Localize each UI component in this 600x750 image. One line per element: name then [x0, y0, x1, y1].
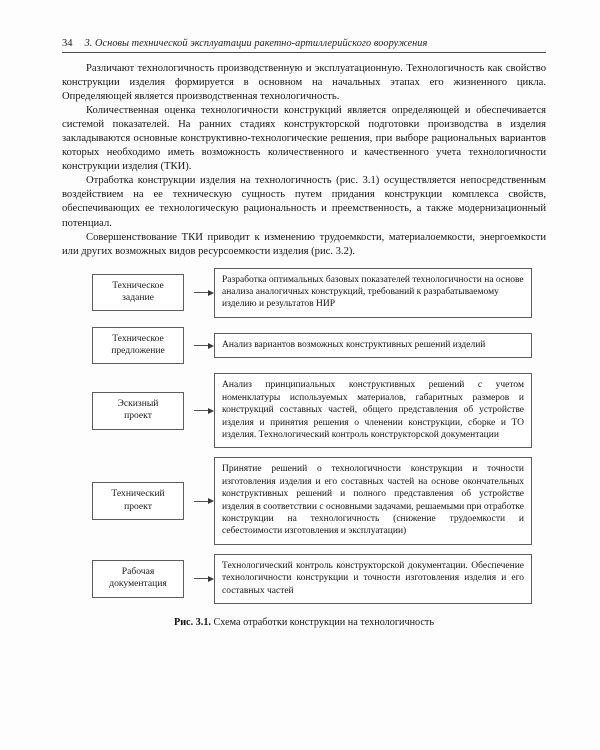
paragraph: Различают технологичность производственную и эксплуатационную. Технологичность как свойство конструкции изделия формируется в основном на начальных этапах его жизненного цикла. Определяющей является производственная технологичность. — [62, 63, 546, 103]
arrow-icon — [194, 288, 214, 297]
running-head-title: 3. Основы технической эксплуатации ракетно-артиллерийского вооружения — [84, 38, 428, 49]
stage-cell — [82, 327, 194, 364]
figure-caption — [62, 617, 546, 628]
arrow-icon — [194, 574, 214, 583]
page-content — [62, 38, 546, 628]
figure-caption-text: Схема отработки конструкции на технологичность — [210, 616, 435, 628]
figure-caption-label: Рис. 3.1. — [173, 616, 211, 628]
diagram-row — [82, 457, 532, 544]
stage-box: Рабочая документация — [92, 560, 184, 597]
description-box: Разработка оптимальных базовых показателей технологичности на основе анализа аналогичных конструкций, требований к разрабатываемому изделию и результатов НИР — [214, 268, 532, 318]
diagram-row — [82, 373, 532, 448]
body-text — [62, 62, 546, 259]
description-box: Технологический контроль конструкторской документации. Обеспечение технологичности конструкции и точности изготовления изделия и его составных частей — [214, 554, 532, 604]
description-box: Анализ вариантов возможных конструктивных решений изделий — [214, 333, 532, 358]
diagram-row — [82, 327, 532, 364]
paragraph: Количественная оценка технологичности конструкций является определяющей и обеспечивается системой показателей. На ранних стадиях конструкторской подготовки производства в изделия закладываются основные конструктивно-технологические решения, при выборе рациональных вариантов которых необходимо иметь возможность количественного и качественного учета технологичности конструкции изделия (ТКИ). — [62, 105, 546, 173]
stage-box: Технический проект — [92, 482, 184, 519]
stage-cell — [82, 482, 194, 519]
header-rule — [62, 52, 546, 53]
stage-box: Техническое задание — [92, 274, 184, 311]
stage-cell — [82, 274, 194, 311]
diagram-row — [82, 268, 532, 318]
page-number: 34 — [62, 38, 73, 49]
paragraph: Совершенствование ТКИ приводит к изменению трудоемкости, материалоемкости, энергоемкости или других возможных видов ресурсоемкости изделия (рис. 3.2). — [62, 231, 546, 257]
paragraph: Отработка конструкции изделия на технологичность (рис. 3.1) осуществляется непосредственным воздействием на ее техническую сущность путем придания конструкции комплекса свойств, обеспечивающих ее технологическую рациональность и преемственность, а также модернизационный потенциал. — [62, 175, 546, 229]
arrow-icon — [194, 497, 214, 506]
stage-cell — [82, 392, 194, 429]
stage-cell — [82, 560, 194, 597]
diagram-row — [82, 554, 532, 604]
stage-box: Техническое предложение — [92, 327, 184, 364]
running-head — [62, 38, 546, 52]
description-box: Анализ принципиальных конструктивных решений с учетом номенклатуры используемых материалов, габаритных размеров и конструкций составных частей, общего представления об устройстве изделия и принятия решения о членении конструкции, сборке и ТО изделия. Технологический контроль конструкторской документации — [214, 373, 532, 448]
arrow-icon — [194, 406, 214, 415]
figure-diagram — [82, 268, 532, 604]
stage-box: Эскизный проект — [92, 392, 184, 429]
arrow-icon — [194, 341, 214, 350]
description-box: Принятие решений о технологичности конструкции и точности изготовления изделия и его составных частей на основе окончательных конструктивных решений и полного представления об устройстве изделия в соответствии с основными задачами, решаемыми при отработке конструкции на технологичность (снижение трудоемкости и себестоимости изготовления и эксплуатации) — [214, 457, 532, 544]
